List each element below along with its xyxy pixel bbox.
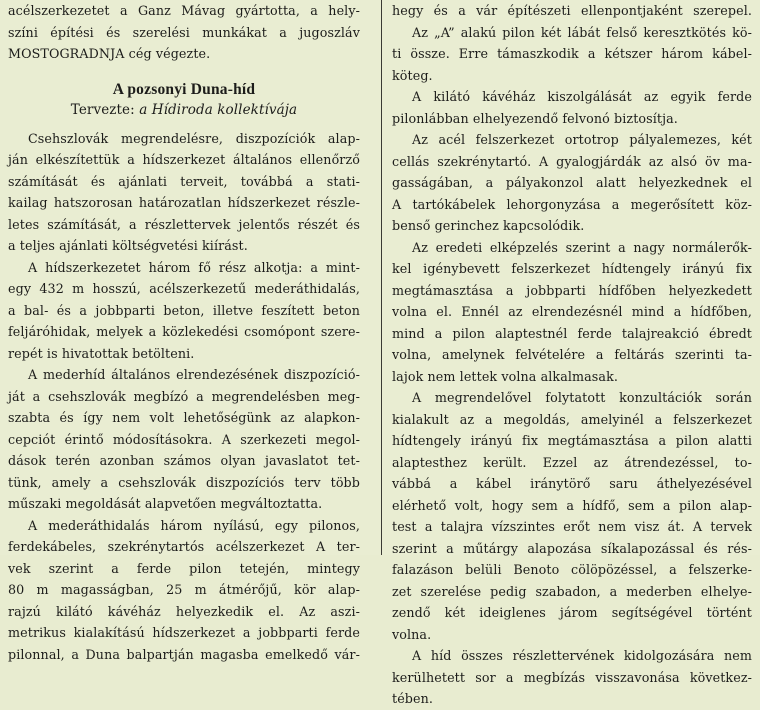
text-line: Az acél felszerkezet ortotrop pályalemezes, két — [412, 132, 752, 147]
text-line: dások terén azonban számos olyan javaslatot tet- — [8, 453, 360, 468]
text-line: szabta és így nem volt lehetőségünk az alapkon- — [8, 410, 360, 425]
text-line: ferdekábeles, szekrénytartós acélszerkezet A ter- — [8, 539, 360, 554]
text-line: kel igénybevett felszerkezet hídtengely irányú fix — [392, 261, 752, 276]
text-line: benső gerinchez kapcsolódik. — [392, 218, 585, 233]
text-line: cepciót érintő módosításokra. A szerkezeti megol- — [8, 431, 360, 447]
text-line: ti össze. Erre támaszkodik a kétszer három kábel- — [392, 46, 752, 61]
text-line: számítását és ajánlati terveit, továbbá a stati- — [8, 173, 360, 189]
text-line: kerülhetett sor a megbízás visszavonása következ- — [392, 669, 752, 685]
section-title: A pozsonyi Duna-híd — [112, 80, 256, 98]
text-line: hegy és a vár építészeti ellenpontjaként szerepel. — [392, 3, 752, 18]
text-line: test a talajra vízszintes erőt nem visz át. A tervek — [392, 519, 752, 534]
text-line: mind a pilon alaptestnél ferde talajreakció ébredt — [392, 325, 752, 341]
text-line: kialakult az a megoldás, amelyinél a felszerkezet — [392, 411, 752, 427]
text-line: műszaki megoldását alapvetően megváltoztatta. — [8, 496, 323, 511]
left-column — [8, 0, 360, 665]
text-line: MOSTOGRADNJA cég végezte. — [8, 46, 211, 61]
text-line: gasságában, a pályakonzol alatt helyezkednek el — [392, 175, 752, 190]
text-line: Csehszlovák megrendelésre, diszpozíciók alap- — [28, 130, 360, 146]
designer-prefix: Tervezte: — [70, 102, 135, 118]
text-line: a teljes ajánlati költségvetési kiírást. — [8, 238, 248, 253]
text-line: cellás szekrénytartó. A gyalogjárdák az alsó öv ma- — [392, 153, 752, 169]
text-line: Az „A” alakú pilon két lábát felső keresztkötés kö- — [412, 24, 752, 40]
right-column — [392, 0, 752, 710]
designer-name: a Hídiroda kollektívája — [139, 102, 298, 118]
text-line: A kilátó kávéház kiszolgálását az egyik ferde — [412, 89, 752, 104]
text-line: A tartókábelek lehorgonyzása a megerősített köz- — [392, 196, 752, 212]
text-line: Az eredeti elképzelés szerint a nagy normálerők- — [412, 239, 752, 255]
text-line: A híd összes részlettervének kidolgozására nem — [412, 648, 752, 663]
text-line: volna, amelynek felvételére a feltárás szerinti ta- — [392, 347, 752, 362]
text-line: tében. — [392, 691, 434, 706]
text-line: hídtengely irányú fix megtámasztása a pilon alatti — [392, 433, 752, 448]
designer-credit — [8, 100, 360, 122]
text-line: rajzú kilátó kávéház helyezkedik el. Az aszi- — [8, 603, 360, 619]
text-line: volna. — [392, 626, 432, 642]
text-line: színi építési és szerelési munkákat a jugoszláv — [8, 24, 360, 40]
text-line: metrikus kialakítású hídszerkezet a jobbparti ferde — [8, 625, 360, 640]
text-line: zet szerelése pedig szabadon, a mederben elhelye- — [392, 583, 752, 599]
text-line: repét is hivatottak betölteni. — [8, 345, 195, 361]
text-line: szerint a műtárgy alapozása síkalapozással és rés- — [392, 540, 752, 556]
text-line: A mederhíd általános elrendezésének diszpozíció- — [28, 367, 360, 382]
text-line: elérhető volt, hogy sem a hídfő, sem a pilon alap- — [392, 497, 752, 513]
text-line: A mederáthidalás három nyílású, egy pilonos, — [28, 517, 360, 533]
text-line: volna el. Ennél az elrendezésnél mind a hídfőben, — [392, 304, 752, 319]
text-line: falazáson belüli Benoto cölöpözéssel, a felszerke- — [392, 562, 752, 577]
text-line: a bal- és a jobbparti beton, illetve feszített beton — [8, 302, 360, 318]
text-line: feljáróhidak, melyek a közlekedési csomópont szere- — [8, 324, 360, 339]
text-line: pilonlábban elhelyezendő felvonó biztosítja. — [392, 110, 678, 126]
text-line: egy 432 m hosszú, acélszerkezetű mederáthidalás, — [8, 281, 360, 296]
text-line: alaptesthez került. Ezzel az átrendezéssel, to- — [392, 454, 752, 470]
text-line: 80 m magasságban, 25 m átmérőjű, kör alap- — [8, 582, 360, 597]
text-line: pilonnal, a Duna balpartján magasba emelkedő vár- — [8, 646, 360, 662]
text-line: A megrendelővel folytatott konzultációk során — [412, 390, 752, 405]
text-line: vek szerint a ferde pilon tetején, mintegy — [8, 560, 360, 576]
text-line: acélszerkezetet a Ganz Mávag gyártotta, a hely- — [8, 3, 360, 18]
text-line: köteg. — [392, 67, 433, 83]
text-line: lajok nem lettek volna alkalmasak. — [392, 368, 619, 384]
text-line: A hídszerkezetet három fő rész alkotja: a mint- — [28, 259, 360, 275]
text-line: kailag hatszorosan határozatlan hídszerkezet részle- — [8, 195, 360, 210]
text-line: vábbá a kábel iránytörő saru áthelyezésével — [392, 476, 752, 491]
text-line: zendő két ideiglenes járom segítségével történt — [392, 605, 752, 620]
text-line: letes számítását, a részlettervek jelentős részét és — [8, 216, 360, 232]
text-line: tünk, amely a csehszlovák diszpozíciós terv több — [8, 474, 360, 490]
column-divider — [381, 0, 382, 555]
text-line: ját a csehszlovák megbízó a megrendelésben meg- — [8, 388, 360, 404]
text-line: megtámasztása a jobbparti hídfőben helyezkedett — [392, 282, 752, 298]
text-line: ján elkészítettük a hídszerkezet általános ellenőrző — [8, 152, 360, 167]
